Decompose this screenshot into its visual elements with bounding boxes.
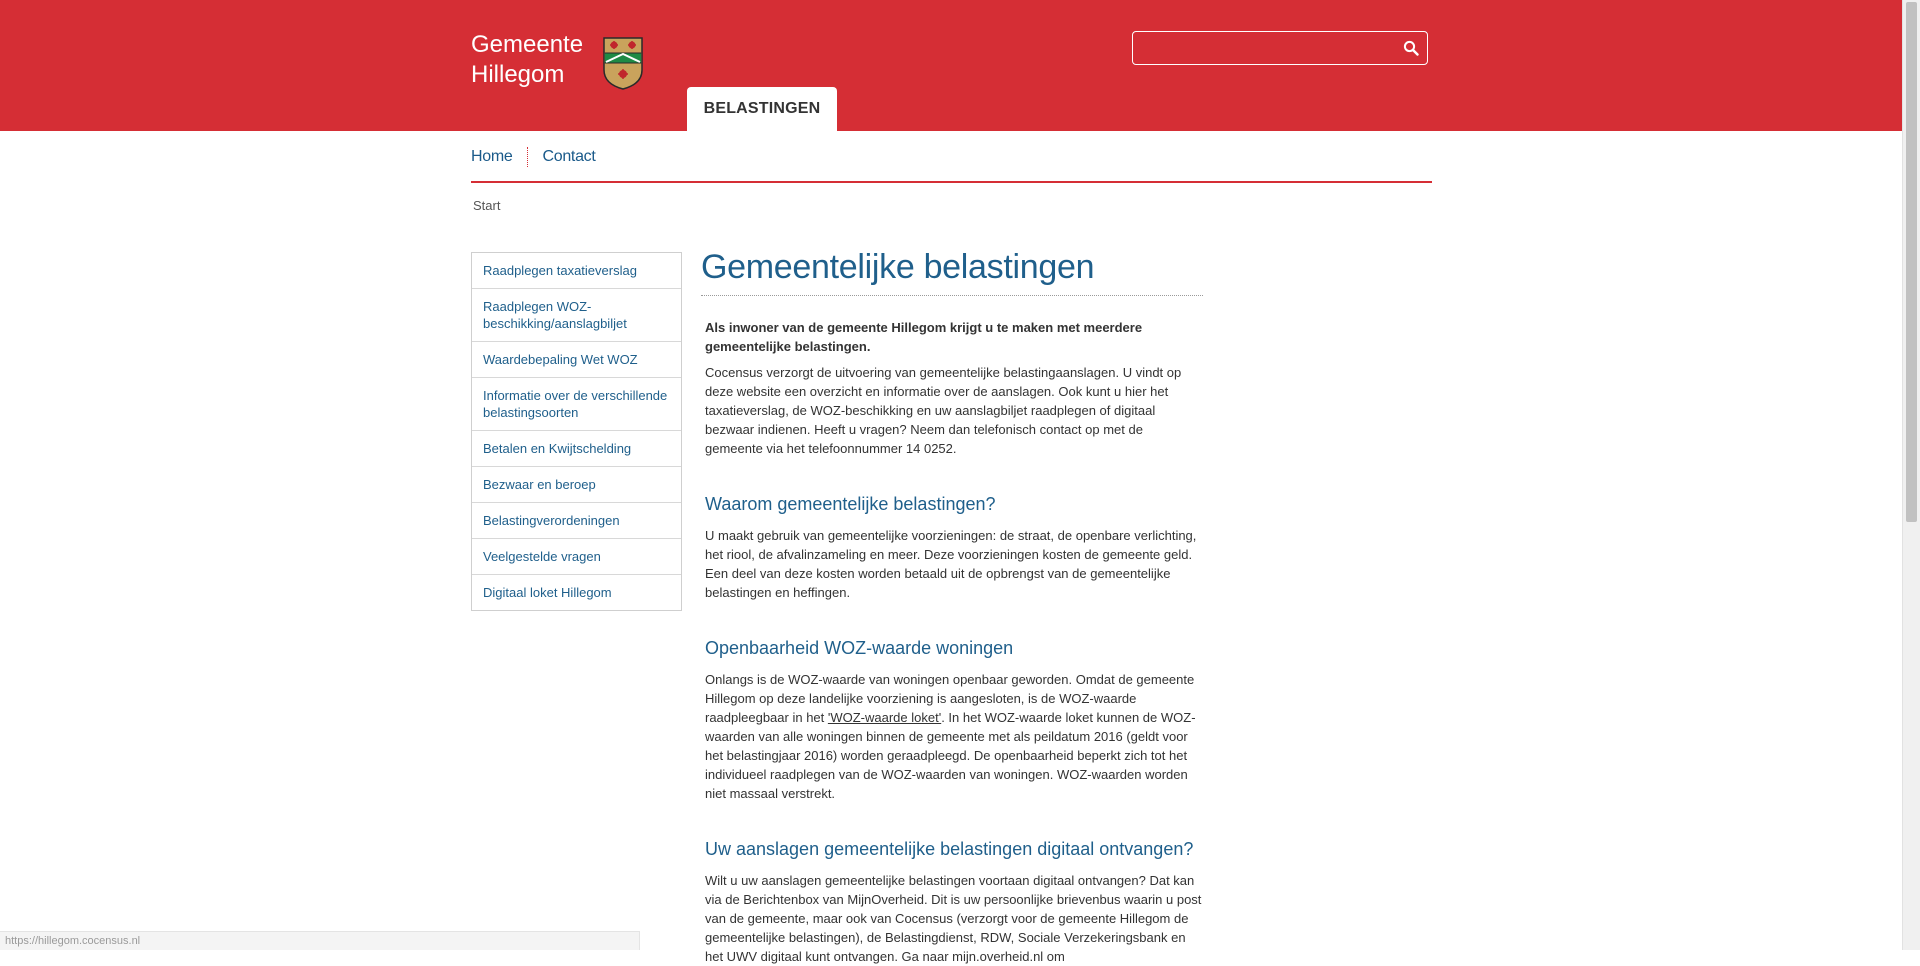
text-segment: . In het WOZ-waarde loket kunnen de WOZ-waarden van alle woningen binnen de gemeente met als peildatum 2016 (geldt voor het belastingjaar 2016) worden geraadpleegd. De openbaarheid beperkt zich tot het individueel raadplegen van de WOZ-waarden van woningen. WOZ-waarden worden niet massaal verstrekt.	[705, 710, 1196, 801]
main-content	[701, 248, 1203, 966]
sidebar-item-digitaal-loket[interactable]: Digitaal loket Hillegom	[472, 574, 681, 610]
intro-paragraph: Als inwoner van de gemeente Hillegom krijgt u te maken met meerdere gemeentelijke belastingen.	[705, 320, 1143, 354]
search-input[interactable]	[1133, 32, 1403, 64]
top-navigation	[471, 147, 596, 167]
page-scrollbar[interactable]	[1902, 0, 1920, 950]
coat-of-arms-icon[interactable]	[602, 36, 644, 90]
heading-waarom: Waarom gemeentelijke belastingen?	[705, 494, 996, 514]
woz-waarde-loket-link[interactable]: 'WOZ-waarde loket'	[827, 710, 942, 725]
sidebar-item-betalen-kwijtschelding[interactable]: Betalen en Kwijtschelding	[472, 430, 681, 466]
site-logo[interactable]	[471, 30, 583, 90]
header-divider	[471, 181, 1432, 183]
search-icon[interactable]	[1403, 40, 1419, 56]
paragraph-waarom: U maakt gebruik van gemeentelijke voorzieningen: de straat, de openbare verlichting, het riool, de afvalinzameling en meer. Deze voorzieningen kosten de gemeente geld. Een deel van deze kosten worden betaald uit de opbrengst van de gemeentelijke belastingen en heffingen.	[705, 528, 1197, 600]
search-box	[1132, 31, 1428, 65]
nav-contact-link[interactable]: Contact	[542, 148, 596, 165]
nav-home-link[interactable]: Home	[471, 148, 513, 165]
site-header	[0, 0, 1902, 131]
sidebar-item-waardebepaling-wet-woz[interactable]: Waardebepaling Wet WOZ	[472, 341, 681, 377]
breadcrumb[interactable]: Start	[473, 198, 501, 213]
sidebar-item-raadplegen-taxatieverslag[interactable]: Raadplegen taxatieverslag	[483, 263, 637, 278]
heading-openbaarheid: Openbaarheid WOZ-waarde woningen	[705, 638, 1014, 658]
sidebar-menu	[471, 252, 682, 611]
tab-belastingen[interactable]: BELASTINGEN	[687, 87, 837, 131]
sidebar-item-belastingsoorten[interactable]: Informatie over de verschillende belastingsoorten	[472, 377, 681, 430]
heading-digitaal-ontvangen: Uw aanslagen gemeentelijke belastingen digitaal ontvangen?	[705, 839, 1194, 859]
article-body	[701, 318, 1203, 966]
status-bar-url: https://hillegom.cocensus.nl	[0, 931, 640, 950]
sidebar-item-belastingverordeningen[interactable]: Belastingverordeningen	[472, 502, 681, 538]
paragraph-openbaarheid	[705, 670, 1203, 803]
sidebar-item-bezwaar-beroep[interactable]: Bezwaar en beroep	[472, 466, 681, 502]
scrollbar-thumb[interactable]	[1906, 2, 1917, 522]
sidebar-item-raadplegen-woz-beschikking[interactable]: Raadplegen WOZ-beschikking/aanslagbiljet	[472, 288, 681, 341]
page-title: Gemeentelijke belastingen	[701, 248, 1203, 296]
paragraph-cocensus: Cocensus verzorgt de uitvoering van gemeentelijke belastingaanslagen. U vindt op deze website een overzicht en informatie over de aanslagen. Ook kunt u hier het taxatieverslag, de WOZ-beschikking en uw aanslagbiljet raadplegen of digitaal bezwaar indienen. Heeft u vragen? Neem dan telefonisch contact op met de gemeente via het telefoonnummer 14 0252.	[705, 365, 1182, 456]
logo-line-2: Hillegom	[471, 61, 565, 88]
text-segment: Onlangs is de WOZ-waarde van woningen openbaar geworden. Omdat de gemeente Hillegom op deze landelijke voorziening is aangesloten, is de WOZ-waarde raadpleegbaar in het	[705, 672, 1195, 725]
nav-separator	[527, 147, 528, 167]
paragraph-digitaal-ontvangen: Wilt u uw aanslagen gemeentelijke belastingen voortaan digitaal ontvangen? Dat kan via de Berichtenbox van MijnOverheid. Dit is uw persoonlijke brievenbus waarin u post van de gemeente, maar ook van Cocensus (verzorgt voor de gemeente Hillegom de gemeentelijke belastingen), de Belastingdienst, RDW, Sociale Verzekeringsbank en het UWV digitaal kunt ontvangen. Ga naar mijn.overheid.nl om	[705, 873, 1202, 964]
sidebar-item-veelgestelde-vragen[interactable]: Veelgestelde vragen	[472, 538, 681, 574]
logo-line-1: Gemeente	[471, 31, 584, 58]
